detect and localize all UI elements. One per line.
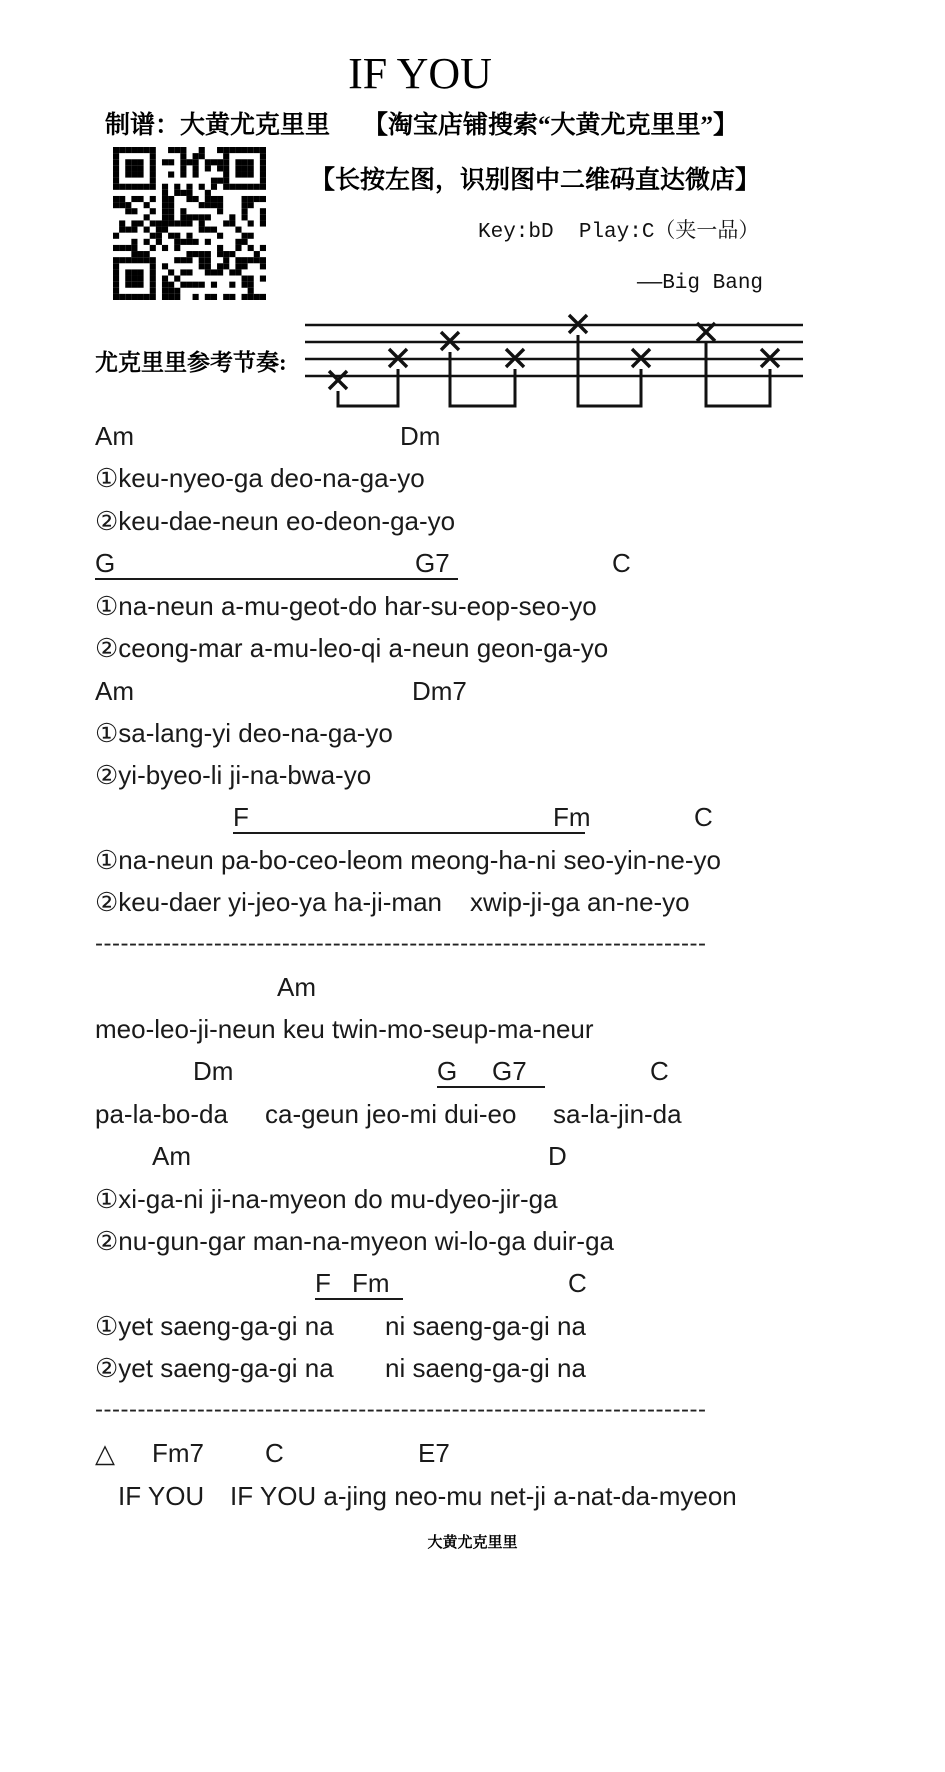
lyric-line xyxy=(0,1308,945,1348)
chord-line xyxy=(0,1265,945,1305)
chord-name: Am xyxy=(277,972,316,1002)
separator-dashes: ------------------------------------------------------------------------ xyxy=(95,1396,707,1423)
lyric-text: ②yi-byeo-li ji-na-bwa-yo xyxy=(95,760,372,790)
footer-brand: 大黄尤克里里 xyxy=(427,1535,518,1551)
chord-name: C xyxy=(694,802,713,832)
chord-line xyxy=(0,673,945,713)
lyric-line xyxy=(0,1011,945,1051)
separator-dashes: ------------------------------------------------------------------------ xyxy=(95,930,707,957)
lyric-line xyxy=(0,757,945,797)
lyric-text: ②nu-gun-gar man-na-myeon wi-lo-ga duir-ga xyxy=(95,1226,614,1256)
chord-name: F xyxy=(233,802,249,832)
lyric-text: ①sa-lang-yi deo-na-ga-yo xyxy=(95,718,393,748)
chord-name: C xyxy=(265,1438,284,1468)
chord-line xyxy=(0,1053,945,1093)
lyric-text: ca-geun jeo-mi dui-eo xyxy=(265,1099,517,1129)
chord-name: G7 xyxy=(415,548,450,578)
lyric-line xyxy=(0,1223,945,1263)
lyric-line xyxy=(0,630,945,670)
chord-name: Fm xyxy=(553,802,591,832)
lyric-line xyxy=(0,588,945,628)
chord-name: Fm xyxy=(352,1268,390,1298)
lyric-line xyxy=(0,503,945,543)
chord-line xyxy=(0,799,945,839)
lyric-text: ①xi-ga-ni ji-na-myeon do mu-dyeo-jir-ga xyxy=(95,1184,558,1214)
chord-name: Dm xyxy=(400,421,441,451)
lyric-text: IF YOU xyxy=(118,1481,205,1511)
lyric-text: IF YOU a-jing neo-mu net-ji a-nat-da-myeon xyxy=(230,1481,737,1511)
chord-name: G7 xyxy=(492,1056,527,1086)
page-title: IF YOU xyxy=(348,49,492,98)
key-info-text: Key:bD Play:C（夹一品） xyxy=(478,221,760,244)
chord-line xyxy=(0,969,945,1009)
lyric-line xyxy=(0,1096,945,1136)
lyric-text: pa-la-bo-da xyxy=(95,1099,228,1129)
lyric-line xyxy=(0,460,945,500)
lyric-text: ②keu-daer yi-jeo-ya ha-ji-man xyxy=(95,887,442,917)
chord-name: Am xyxy=(95,676,134,706)
chord-name: △ xyxy=(95,1438,115,1468)
lyric-text: ②ceong-mar a-mu-leo-qi a-neun geon-ga-yo xyxy=(95,633,609,663)
lyric-line xyxy=(0,1350,945,1390)
chord-name: Dm7 xyxy=(412,676,467,706)
chord-name: Fm7 xyxy=(152,1438,204,1468)
chord-line xyxy=(0,1138,945,1178)
separator-line xyxy=(0,926,945,966)
credit-text: 制谱：大黄尤克里里 xyxy=(105,112,331,139)
lyric-text: ①na-neun pa-bo-ceo-leom meong-ha-ni seo-yin-ne-yo xyxy=(95,845,721,875)
lyric-text: ①keu-nyeo-ga deo-na-ga-yo xyxy=(95,463,425,493)
lyric-line xyxy=(0,715,945,755)
chord-name: C xyxy=(650,1056,669,1086)
lyric-line xyxy=(0,1478,945,1518)
chord-name: Am xyxy=(95,421,134,451)
lyric-text: ni saeng-ga-gi na xyxy=(385,1311,586,1341)
lyric-text: ni saeng-ga-gi na xyxy=(385,1353,586,1383)
lyric-text: ②yet saeng-ga-gi na xyxy=(95,1353,334,1383)
lyric-line xyxy=(0,884,945,924)
lyric-text: ②keu-dae-neun eo-deon-ga-yo xyxy=(95,506,456,536)
chord-name: Dm xyxy=(193,1056,234,1086)
chord-name: E7 xyxy=(418,1438,450,1468)
chord-name: D xyxy=(548,1141,567,1171)
chord-name: F xyxy=(315,1268,331,1298)
lyric-text: ①na-neun a-mu-geot-do har-su-eop-seo-yo xyxy=(95,591,597,621)
artist-credit: ——Big Bang xyxy=(637,272,764,295)
lyric-line xyxy=(0,1181,945,1221)
lyric-text: sa-la-jin-da xyxy=(553,1099,682,1129)
chord-underline xyxy=(95,578,458,580)
chord-name: C xyxy=(612,548,631,578)
chord-underline xyxy=(233,832,585,834)
lyric-line xyxy=(0,842,945,882)
chord-line xyxy=(0,545,945,585)
chord-line xyxy=(0,418,945,458)
lyric-text: ①yet saeng-ga-gi na xyxy=(95,1311,334,1341)
qr-hint-text: 【长按左图，识别图中二维码直达微店】 xyxy=(310,167,761,194)
chord-name: Am xyxy=(152,1141,191,1171)
lyric-text: meo-leo-ji-neun keu twin-mo-seup-ma-neur xyxy=(95,1014,594,1044)
taobao-search-text: 【淘宝店铺搜索“大黄尤克里里”】 xyxy=(363,112,739,139)
lyric-text: xwip-ji-ga an-ne-yo xyxy=(470,887,690,917)
separator-line xyxy=(0,1392,945,1432)
chord-name: C xyxy=(568,1268,587,1298)
rhythm-label: 尤克里里参考节奏: xyxy=(95,350,287,375)
chord-name: G xyxy=(95,548,116,578)
chord-line xyxy=(0,1435,945,1475)
chord-name: G xyxy=(437,1056,458,1086)
